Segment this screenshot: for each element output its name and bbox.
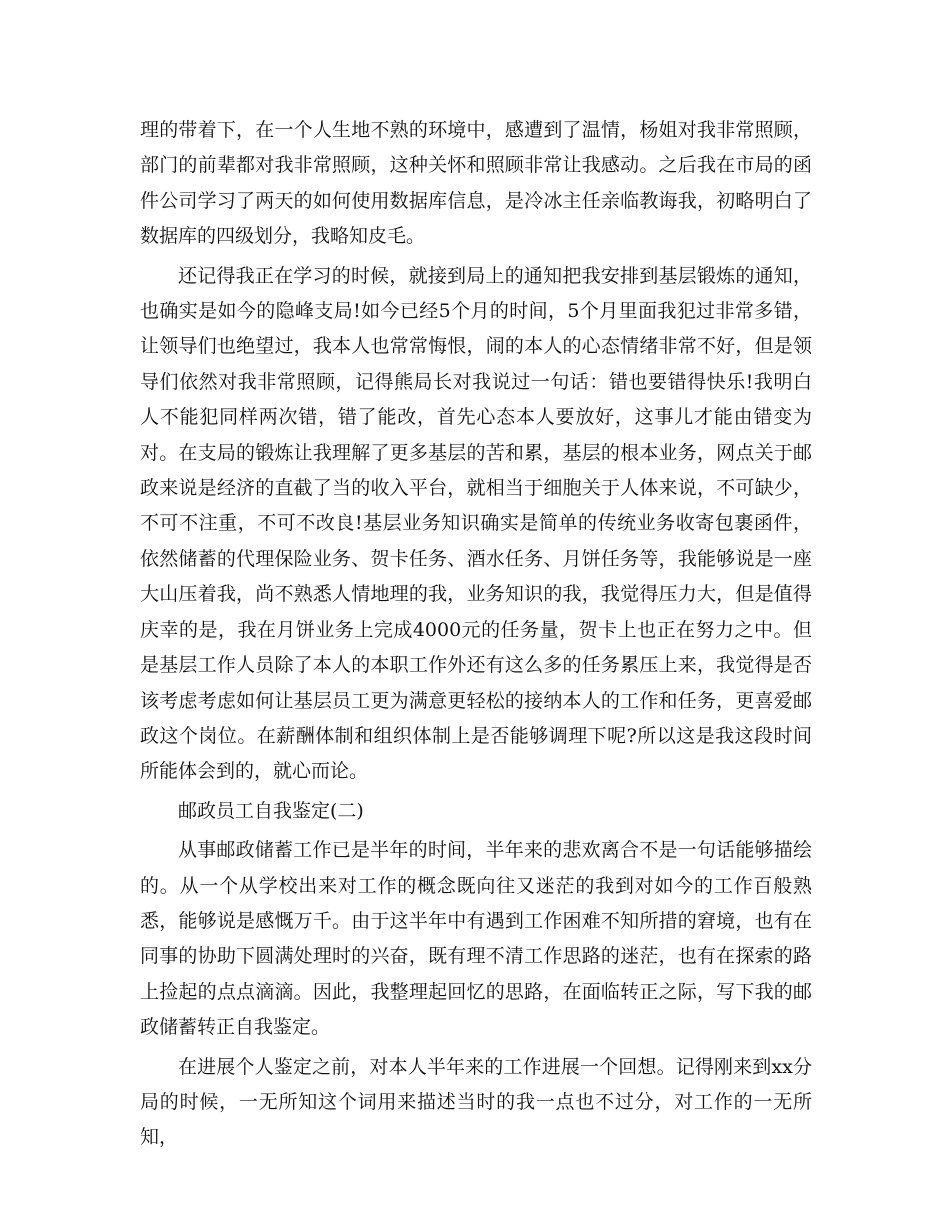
paragraph-grassroots-training: 还记得我正在学习的时候，就接到局上的通知把我安排到基层锻炼的通知，也确实是如今的隐峰支局!如今已经5个月的时间，5个月里面我犯过非常多错，让领导们也绝望过，我本人也常常悔恨，闹的本人的心态情绪非常不好，但是领导们依然对我非常照顾，记得熊局长对我说过一句话：错也要错得快乐!我明白人不能犯同样两次错，错了能改，首先心态本人要放好，这事儿才能由错变为对。在支局的锻炼让我理解了更多基层的苦和累，基层的根本业务，网点关于邮政来说是经济的直截了当的收入平台，就相当于细胞关于人体来说，不可缺少，不可不注重，不可不改良!基层业务知识确实是简单的传统业务收寄包裹函件，依然储蓄的代理保险业务、贺卡任务、酒水任务、月饼任务等，我能够说是一座大山压着我，尚不熟悉人情地理的我，业务知识的我，我觉得压力大，但是值得庆幸的是，我在月饼业务上完成4000元的任务量，贺卡上也正在努力之中。但是基层工作人员除了本人的本职工作外还有这么多的任务累压上来，我觉得是否该考虑考虑如何让基层员工更为满意更轻松的接纳本人的工作和任务，更喜爱邮政这个岗位。在薪酬体制和组织体制上是否能够调理下呢?所以这是我这段时间所能体会到的，就心而论。 — [140, 264, 812, 783]
paragraph-recollection: 在进展个人鉴定之前，对本人半年来的工作进展一个回想。记得刚来到xx分局的时候，一无所知这个词用来描述当时的我一点也不过分，对工作的一无所知， — [140, 1055, 812, 1149]
document-body — [140, 113, 812, 1160]
section-heading: 邮政员工自我鉴定(二) — [178, 799, 364, 822]
paragraph-half-year-review: 从事邮政储蓄工作已是半年的时间，半年来的悲欢离合不是一句话能够描绘的。从一个从学校出来对工作的概念既向往又迷茫的我到对如今的工作百般熟悉，能够说是感慨万千。由于这半年中有遇到工作困难不知所措的窘境，也有在同事的协助下圆满处理时的兴奋，既有理不清工作思路的迷茫，也有在探索的路上捡起的点点滴滴。因此，我整理起回忆的思路，在面临转正之际，写下我的邮政储蓄转正自我鉴定。 — [140, 839, 812, 1039]
paragraph-continued: 理的带着下，在一个人生地不熟的环境中，感遭到了温情，杨姐对我非常照顾，部门的前辈都对我非常照顾，这种关怀和照顾非常让我感动。之后我在市局的函件公司学习了两天的如何使用数据库信息，是冷冰主任亲临教诲我，初略明白了数据库的四级划分，我略知皮毛。 — [140, 119, 812, 248]
